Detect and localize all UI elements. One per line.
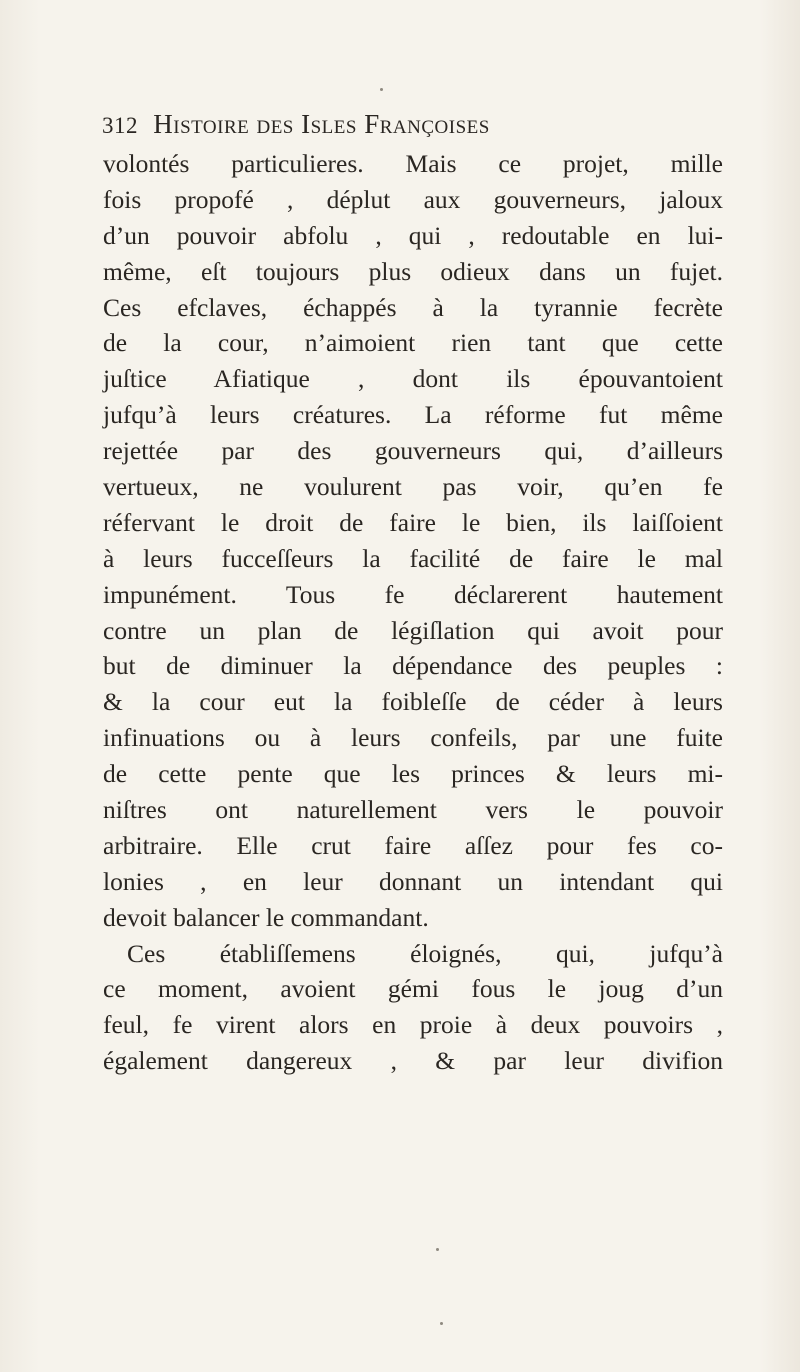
text-line: impunément. Tous fe déclarerent hautement [103, 579, 723, 609]
page-number: 312 [102, 113, 138, 138]
running-title: Histoire des Isles Françoises [153, 109, 490, 139]
body-text [103, 146, 723, 1079]
text-line: également dangereux , & par leur divifion [103, 1046, 723, 1076]
text-line: d’un pouvoir abfolu , qui , redoutable en lui- [103, 220, 723, 250]
text-line: & la cour eut la foibleſſe de céder à leurs [103, 687, 723, 717]
text-line: ce moment, avoient gémi fous le joug d’un [103, 974, 723, 1004]
text-line: juſtice Afiatique , dont ils épouvantoient [103, 364, 723, 394]
page-header [102, 104, 722, 144]
text-line: devoit balancer le commandant. [103, 902, 429, 932]
text-line: même, eſt toujours plus odieux dans un fujet. [103, 256, 723, 286]
text-line: à leurs fucceſſeurs la facilité de faire le mal [103, 543, 723, 573]
text-line: lonies , en leur donnant un intendant qui [103, 866, 723, 896]
text-line: feul, fe virent alors en proie à deux pouvoirs , [103, 1010, 723, 1040]
text-line: fois propofé , déplut aux gouverneurs, jaloux [103, 184, 723, 214]
paper-speck [440, 1322, 443, 1325]
paper-speck [436, 1248, 439, 1251]
text-line: arbitraire. Elle crut faire aſſez pour fes co- [103, 830, 723, 860]
text-line: Ces efclaves, échappés à la tyrannie fecrète [103, 292, 723, 322]
text-line: volontés particulieres. Mais ce projet, mille [103, 149, 723, 178]
text-line: but de diminuer la dépendance des peuples : [103, 651, 723, 681]
text-line: infinuations ou à leurs confeils, par une fuite [103, 723, 723, 753]
text-line: rejettée par des gouverneurs qui, d’ailleurs [103, 436, 723, 466]
text-line: vertueux, ne voulurent pas voir, qu’en fe [103, 472, 723, 502]
text-line: contre un plan de légiſlation qui avoit pour [103, 615, 723, 645]
text-line: réfervant le droit de faire le bien, ils laiſſoient [103, 507, 723, 537]
paper-speck [380, 88, 383, 91]
text-line: niſtres ont naturellement vers le pouvoir [103, 795, 723, 825]
text-line: de la cour, n’aimoient rien tant que cette [103, 328, 723, 358]
text-line: Ces établiſſemens éloignés, qui, jufqu’à [127, 938, 723, 968]
text-line: de cette pente que les princes & leurs mi- [103, 759, 723, 789]
text-line: jufqu’à leurs créatures. La réforme fut même [103, 400, 723, 430]
